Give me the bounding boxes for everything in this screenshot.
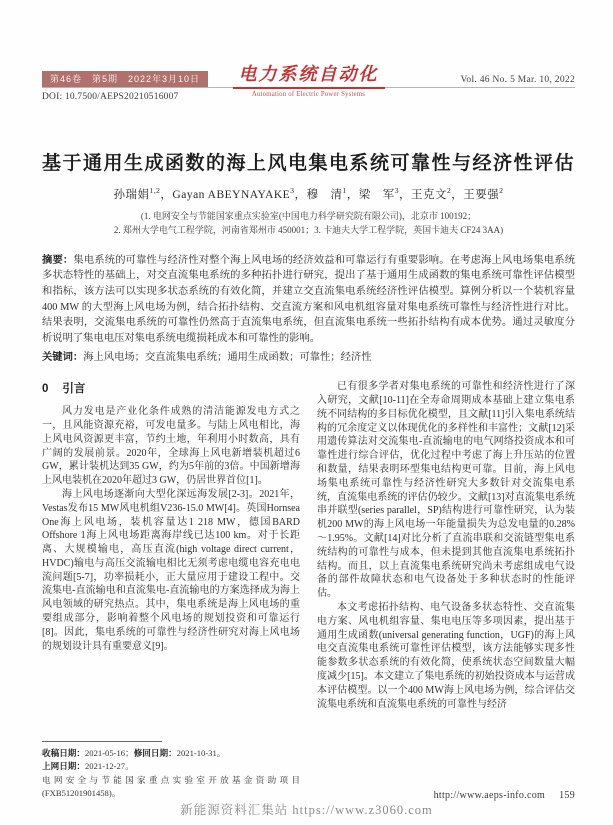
author-affil-sup: 2 [446,186,452,196]
revised-date-label: 修回日期： [133,748,177,759]
intro-paragraph-3: 已有很多学者对集电系统的可靠性和经济性进行了深入研究，文献[10-11]在全寿命周期成本基础上建立集电系统不同结构的多目标优化模型，且文献[11]引入集电系统结构的冗余度定义以体现优化的多样性和丰富性；文献[12]采用遗传算法对交流集电-直流输电的电气网络投资成本和可靠性进行综合评估，优化过程中考虑了海上升压站的位置和数量，结果表明环型集电结构更可靠。目前，海上风电场集电系统可靠性与经济性研究大多数针对交流集电系统，直流集电系统的评估仍较少。文献[13]对直流集电系统串并联型(series parallel，SP)结构进行可靠性研究，认为装机200 MW的海上风电场一年能量损失为总发电量的0.28%～1.95%。文献[14]对比分析了直流串联和交流链型集电系统结构的可靠性与成本，但未提到其他直流集电系统拓扑结构。而且，以上直流集电系统研究尚未考虑组成电气设备的部件故障状态和电气设备处于多种状态时的性能评估。 [317,381,575,600]
keywords-text: 海上风电场；交直流集电系统；通用生成函数；可靠性；经济性 [83,351,372,363]
section-heading-intro [42,382,300,398]
abstract-label: 摘要： [42,254,74,266]
header-spacer [379,90,575,102]
intro-paragraph-2: 海上风电场逐渐向大型化深远海发展[2-3]。2021年，Vestas发布15 MW风电机组V236-15.0 MW[4]。英国Hornsea One海上风电场，装机容量达1 218 MW，德国BARD Offshore 1海上风电场距离海岸线已达100 km。对于长距离、大规模输电，高压直流(high voltage direct current，HVDC)输电与高压交流输电相比无须考虑电缆电容充电电流问题[5-7]，功率损耗小，正大量应用于建设工程中。交流集电-直流输电和直流集电-直流输电的方案选择成为海上风电领域的研究热点。其中，集电系统是海上风电场的重要组成部分，影响着整个风电场的规划投资和可靠运行[8]。因此，集电系统的可靠性与经济性研究对海上风电场的规划设计具有重要意义[9]。 [42,488,300,652]
section-title: 引言 [62,383,86,396]
author [306,186,359,201]
footnote-online-line [42,760,300,773]
received-date: 2021-05-16； [84,748,134,759]
online-date: 2021-12-27。 [84,761,134,772]
received-date-label: 收稿日期： [42,748,85,759]
header-right [399,69,576,87]
author-list [42,186,575,202]
author-affil-sup: 3 [290,186,295,196]
left-column [42,380,300,800]
header-center [219,60,399,87]
paper-title: 基于通用生成函数的海上风电集电系统可靠性与经济性评估 [42,153,576,174]
header-left [42,69,219,87]
keywords-block [42,350,575,366]
author [358,186,411,201]
body-columns [42,380,575,800]
author-affil-sup: 2 [499,186,504,196]
doi-text: DOI: 10.7500/AEPS20210516007 [42,92,179,102]
footnote-rule [42,741,162,742]
abstract-text: 集电系统的可靠性与经济性对整个海上风电场的经济效益和可靠运行有重要影响。在考虑海上风电场集电系统多状态特性的基础上，对交直流集电系统的多种拓扑进行研究，提出了基于通用生成函数的集电系统可靠性评估模型和指标，该方法可以实现多状态系统的有效化简，并建立交直流集电系统经济性评估模型。算例分析以一个装机容量400 MW 的大型海上风电场为例，结合拓扑结构、交直流方案和风电机组容量对集电系统可靠性与经济性进行对比。结果表明，交流集电系统的可靠性仍然高于直流集电系统，但直流集电系统一些拓扑结构有成本优势。通过灵敏度分析说明了集电电压对集电系统电缆损耗成本和可靠性的影响。 [42,254,576,344]
intro-paragraph-4: 本文考虑拓扑结构、电气设备多状态特性、交直流集电方案、风电机组容量、集电电压等多项因素，提出基于通用生成函数(universal generating function，UGF)的海上风电交直流集电系统可靠性评估模型，该方法能够实现多性能参数多状态系统的有效化简，使系统状态空间数量大幅度减少[15]。本文建立了集电系统的初始投资成本与运营成本评估模型。以一个400 MW海上风电场为例，综合评估交流集电系统和直流集电系统的可靠性与经济 [317,602,575,710]
revised-date: 2021-10-31。 [176,748,226,759]
author-name: 王克文 [410,189,447,201]
footnote-block [42,741,300,800]
author-separator: ， [294,189,307,201]
header-top-row [42,60,575,88]
page-number: 159 [559,790,575,801]
author-name: 孙瑞娟 [113,189,150,201]
author-name: 梁 军 [358,189,395,201]
intro-paragraph-1: 风力发电是产业化条件成熟的清洁能源发电方式之一，且风能资源充裕，可发电量多。与陆上风电相比，海上风电风资源更丰富，节约土地，年利用小时数高，具有广阔的发展前景。2020年，全球海上风电新增装机超过6 GW，累计装机达到35 GW，约为5年前的3倍。中国新增海上风电装机在2020年超过3 GW，仍居世界首位[1]。 [42,406,300,487]
author-separator: ， [160,189,173,201]
affiliation-line-2: 2. 郑州大学电气工程学院，河南省郑州市 450001；3. 卡迪夫大学工程学院，英国卡迪夫 CF24 3AA) [113,225,504,236]
author-separator: ， [398,189,411,201]
author-affil-sup: 1,2 [149,186,161,196]
author-affil-sup: 1 [342,186,347,196]
issue-banner: 第46卷 第5期 2022年3月10日 [42,71,208,87]
author-separator: ， [346,189,359,201]
online-date-label: 上网日期： [42,761,85,772]
volume-info: Vol. 46 No. 5 Mar. 10, 2022 [460,75,575,85]
affiliation-line-1: (1. 电网安全与节能国家重点实验室(中国电力科学研究院有限公司)，北京市 100192； [140,211,477,221]
keywords-label: 关键词： [42,351,84,363]
author-name: 穆 清 [306,189,343,201]
author-separator: ， [451,189,464,201]
journal-url-link[interactable]: http://www.aeps-info.com [433,790,546,801]
journal-subtitle-en: Automation of Electric Power Systems [251,91,366,98]
author-affil-sup: 3 [394,186,399,196]
journal-header [42,60,575,102]
author-name: 王要强 [463,189,500,201]
watermark-text[interactable]: 新能源资料汇集站 https://www.z3060.com [180,803,433,817]
author [463,186,504,201]
author [113,186,173,201]
author [410,186,464,201]
section-number: 0 [42,383,49,396]
footnote-funding-line: 电网安全与节能国家重点实验室开放基金资助项目(FXB51201901458)。 [42,774,300,798]
header-bottom-row [42,90,575,102]
author [172,186,307,201]
abstract-block [42,253,575,347]
right-column [317,380,575,800]
footnote-dates-line [42,747,300,760]
journal-logo: 电力系统自动化 [233,60,385,89]
author-name: Gayan ABEYNAYAKE [172,189,291,201]
affiliations [42,209,575,238]
